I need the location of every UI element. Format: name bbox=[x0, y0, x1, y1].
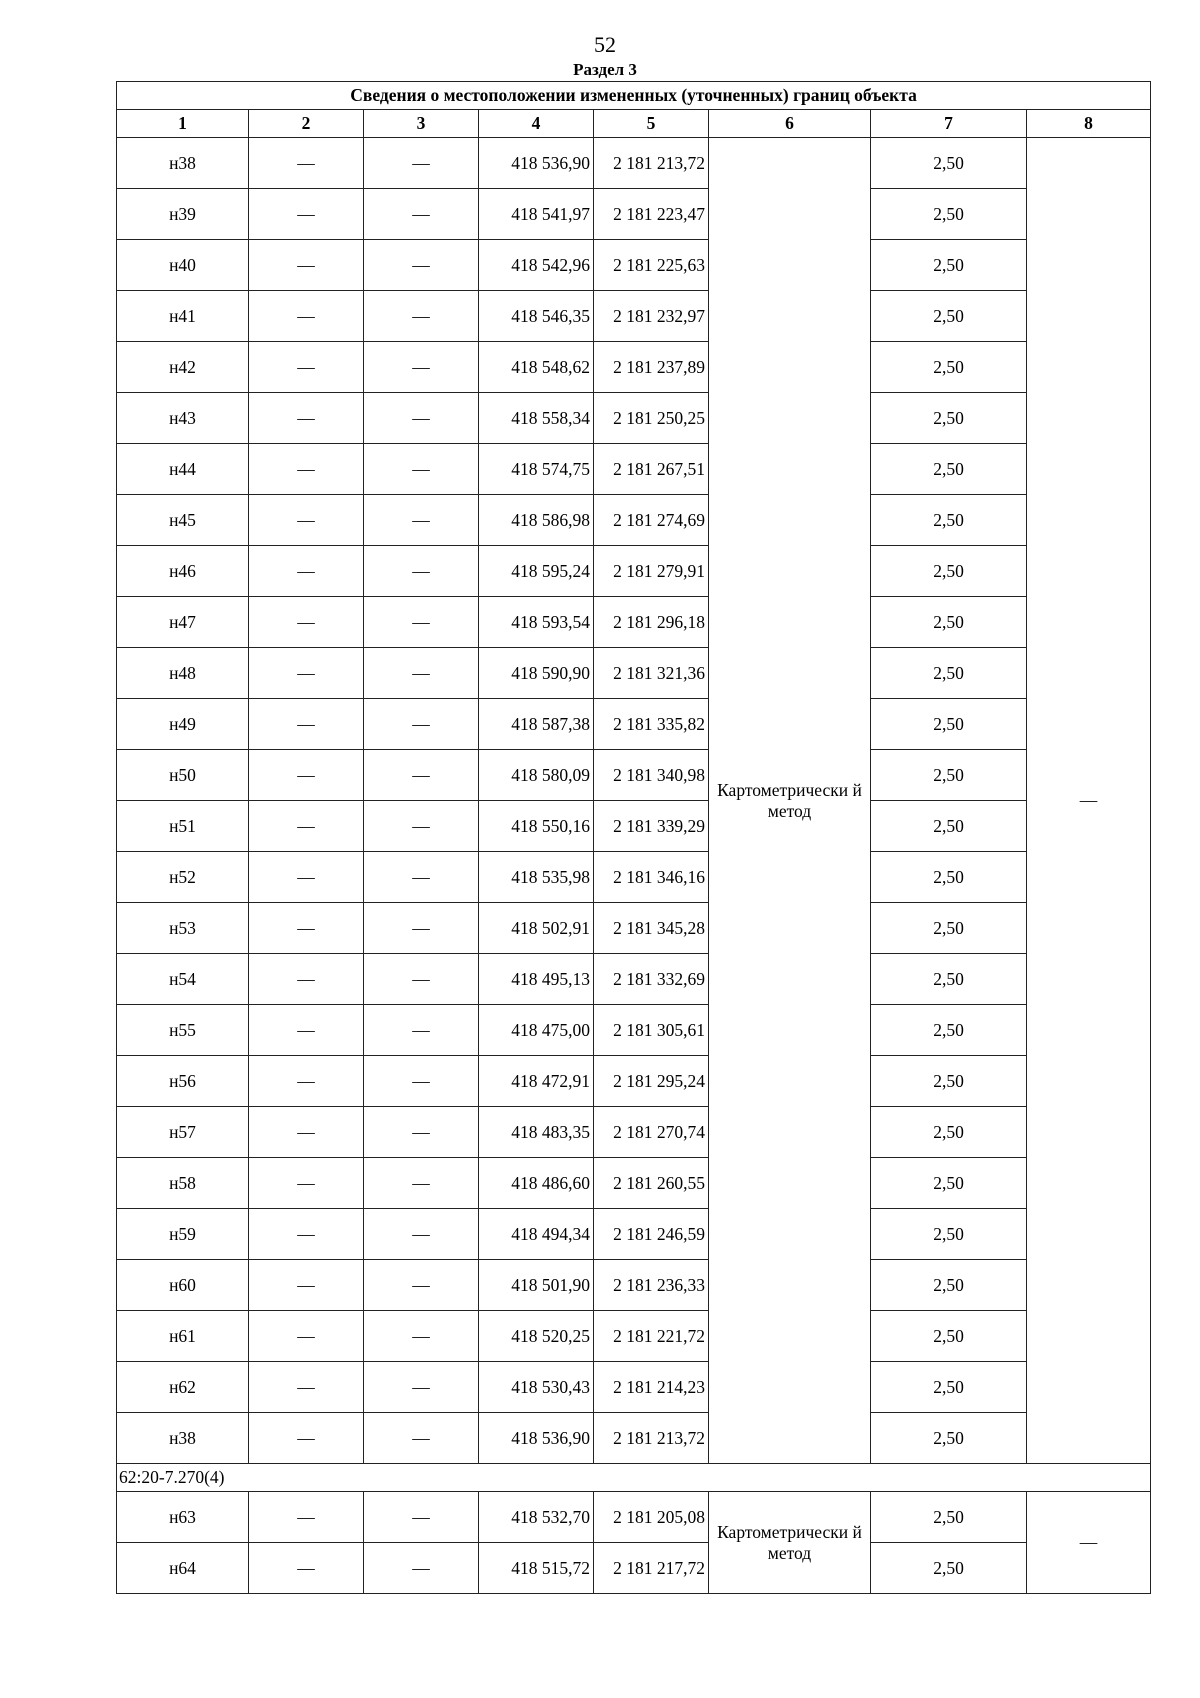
old-y-cell: — bbox=[364, 1005, 479, 1056]
x-coordinate-cell: 418 494,34 bbox=[479, 1209, 594, 1260]
old-y-cell: — bbox=[364, 291, 479, 342]
y-coordinate-cell: 2 181 214,23 bbox=[594, 1362, 709, 1413]
old-x-cell: — bbox=[249, 648, 364, 699]
x-coordinate-cell: 418 574,75 bbox=[479, 444, 594, 495]
old-y-cell: — bbox=[364, 1543, 479, 1594]
column-number: 4 bbox=[479, 110, 594, 138]
old-x-cell: — bbox=[249, 1311, 364, 1362]
x-coordinate-cell: 418 548,62 bbox=[479, 342, 594, 393]
x-coordinate-cell: 418 550,16 bbox=[479, 801, 594, 852]
point-id-cell: н47 bbox=[117, 597, 249, 648]
table-row bbox=[117, 1107, 1151, 1158]
x-coordinate-cell: 418 502,91 bbox=[479, 903, 594, 954]
x-coordinate-cell: 418 593,54 bbox=[479, 597, 594, 648]
accuracy-cell: 2,50 bbox=[871, 648, 1027, 699]
x-coordinate-cell: 418 546,35 bbox=[479, 291, 594, 342]
table-row bbox=[117, 1543, 1151, 1594]
old-y-cell: — bbox=[364, 393, 479, 444]
column-number: 3 bbox=[364, 110, 479, 138]
note-cell: — bbox=[1027, 1492, 1151, 1594]
point-id-cell: н62 bbox=[117, 1362, 249, 1413]
parcel-label: 62:20-7.270(4) bbox=[117, 1464, 1151, 1492]
old-x-cell: — bbox=[249, 1158, 364, 1209]
table-row bbox=[117, 1260, 1151, 1311]
accuracy-cell: 2,50 bbox=[871, 546, 1027, 597]
accuracy-cell: 2,50 bbox=[871, 699, 1027, 750]
x-coordinate-cell: 418 586,98 bbox=[479, 495, 594, 546]
column-number: 6 bbox=[709, 110, 871, 138]
accuracy-cell: 2,50 bbox=[871, 393, 1027, 444]
accuracy-cell: 2,50 bbox=[871, 1543, 1027, 1594]
old-y-cell: — bbox=[364, 1158, 479, 1209]
x-coordinate-cell: 418 536,90 bbox=[479, 138, 594, 189]
y-coordinate-cell: 2 181 250,25 bbox=[594, 393, 709, 444]
x-coordinate-cell: 418 472,91 bbox=[479, 1056, 594, 1107]
old-y-cell: — bbox=[364, 240, 479, 291]
table-row bbox=[117, 1005, 1151, 1056]
accuracy-cell: 2,50 bbox=[871, 1158, 1027, 1209]
x-coordinate-cell: 418 495,13 bbox=[479, 954, 594, 1005]
y-coordinate-cell: 2 181 260,55 bbox=[594, 1158, 709, 1209]
old-y-cell: — bbox=[364, 138, 479, 189]
point-id-cell: н54 bbox=[117, 954, 249, 1005]
page-number: 52 bbox=[594, 32, 616, 57]
accuracy-cell: 2,50 bbox=[871, 1107, 1027, 1158]
old-y-cell: — bbox=[364, 903, 479, 954]
accuracy-cell: 2,50 bbox=[871, 291, 1027, 342]
old-y-cell: — bbox=[364, 1107, 479, 1158]
column-number: 5 bbox=[594, 110, 709, 138]
point-id-cell: н45 bbox=[117, 495, 249, 546]
x-coordinate-cell: 418 595,24 bbox=[479, 546, 594, 597]
table-row bbox=[117, 1413, 1151, 1464]
x-coordinate-cell: 418 535,98 bbox=[479, 852, 594, 903]
old-x-cell: — bbox=[249, 597, 364, 648]
x-coordinate-cell: 418 558,34 bbox=[479, 393, 594, 444]
table-row bbox=[117, 648, 1151, 699]
table-row bbox=[117, 546, 1151, 597]
table-row bbox=[117, 1362, 1151, 1413]
old-x-cell: — bbox=[249, 801, 364, 852]
table-row bbox=[117, 1056, 1151, 1107]
point-id-cell: н60 bbox=[117, 1260, 249, 1311]
accuracy-cell: 2,50 bbox=[871, 1209, 1027, 1260]
accuracy-cell: 2,50 bbox=[871, 138, 1027, 189]
y-coordinate-cell: 2 181 279,91 bbox=[594, 546, 709, 597]
old-y-cell: — bbox=[364, 1413, 479, 1464]
old-x-cell: — bbox=[249, 189, 364, 240]
y-coordinate-cell: 2 181 340,98 bbox=[594, 750, 709, 801]
old-y-cell: — bbox=[364, 342, 479, 393]
table-row bbox=[117, 189, 1151, 240]
column-number: 7 bbox=[871, 110, 1027, 138]
x-coordinate-cell: 418 587,38 bbox=[479, 699, 594, 750]
point-id-cell: н53 bbox=[117, 903, 249, 954]
old-x-cell: — bbox=[249, 1107, 364, 1158]
accuracy-cell: 2,50 bbox=[871, 903, 1027, 954]
point-id-cell: н41 bbox=[117, 291, 249, 342]
y-coordinate-cell: 2 181 335,82 bbox=[594, 699, 709, 750]
x-coordinate-cell: 418 542,96 bbox=[479, 240, 594, 291]
old-x-cell: — bbox=[249, 1005, 364, 1056]
accuracy-cell: 2,50 bbox=[871, 1260, 1027, 1311]
old-x-cell: — bbox=[249, 852, 364, 903]
table-row bbox=[117, 1492, 1151, 1543]
x-coordinate-cell: 418 541,97 bbox=[479, 189, 594, 240]
x-coordinate-cell: 418 486,60 bbox=[479, 1158, 594, 1209]
accuracy-cell: 2,50 bbox=[871, 852, 1027, 903]
point-id-cell: н58 bbox=[117, 1158, 249, 1209]
y-coordinate-cell: 2 181 321,36 bbox=[594, 648, 709, 699]
point-id-cell: н38 bbox=[117, 1413, 249, 1464]
x-coordinate-cell: 418 475,00 bbox=[479, 1005, 594, 1056]
y-coordinate-cell: 2 181 221,72 bbox=[594, 1311, 709, 1362]
x-coordinate-cell: 418 580,09 bbox=[479, 750, 594, 801]
table-row bbox=[117, 597, 1151, 648]
point-id-cell: н38 bbox=[117, 138, 249, 189]
point-id-cell: н55 bbox=[117, 1005, 249, 1056]
point-id-cell: н48 bbox=[117, 648, 249, 699]
table-row bbox=[117, 393, 1151, 444]
old-y-cell: — bbox=[364, 1260, 479, 1311]
table-row bbox=[117, 852, 1151, 903]
accuracy-cell: 2,50 bbox=[871, 954, 1027, 1005]
note-cell: — bbox=[1027, 138, 1151, 1464]
old-x-cell: — bbox=[249, 342, 364, 393]
point-id-cell: н59 bbox=[117, 1209, 249, 1260]
old-y-cell: — bbox=[364, 1311, 479, 1362]
column-number: 1 bbox=[117, 110, 249, 138]
old-y-cell: — bbox=[364, 597, 479, 648]
y-coordinate-cell: 2 181 223,47 bbox=[594, 189, 709, 240]
accuracy-cell: 2,50 bbox=[871, 801, 1027, 852]
point-id-cell: н52 bbox=[117, 852, 249, 903]
old-x-cell: — bbox=[249, 1413, 364, 1464]
y-coordinate-cell: 2 181 225,63 bbox=[594, 240, 709, 291]
point-id-cell: н57 bbox=[117, 1107, 249, 1158]
accuracy-cell: 2,50 bbox=[871, 342, 1027, 393]
old-y-cell: — bbox=[364, 546, 479, 597]
old-x-cell: — bbox=[249, 240, 364, 291]
old-y-cell: — bbox=[364, 750, 479, 801]
table-row bbox=[117, 954, 1151, 1005]
accuracy-cell: 2,50 bbox=[871, 750, 1027, 801]
table-row bbox=[117, 291, 1151, 342]
old-y-cell: — bbox=[364, 444, 479, 495]
point-id-cell: н46 bbox=[117, 546, 249, 597]
table-caption: Сведения о местоположении измененных (уточненных) границ объекта bbox=[117, 82, 1151, 110]
y-coordinate-cell: 2 181 205,08 bbox=[594, 1492, 709, 1543]
old-x-cell: — bbox=[249, 291, 364, 342]
table-body bbox=[117, 138, 1151, 1594]
old-x-cell: — bbox=[249, 699, 364, 750]
point-id-cell: н64 bbox=[117, 1543, 249, 1594]
x-coordinate-cell: 418 532,70 bbox=[479, 1492, 594, 1543]
x-coordinate-cell: 418 520,25 bbox=[479, 1311, 594, 1362]
y-coordinate-cell: 2 181 339,29 bbox=[594, 801, 709, 852]
old-x-cell: — bbox=[249, 1056, 364, 1107]
accuracy-cell: 2,50 bbox=[871, 597, 1027, 648]
point-id-cell: н49 bbox=[117, 699, 249, 750]
table-row bbox=[117, 240, 1151, 291]
table-row bbox=[117, 903, 1151, 954]
parcel-group-row bbox=[117, 1464, 1151, 1492]
old-y-cell: — bbox=[364, 1492, 479, 1543]
old-x-cell: — bbox=[249, 750, 364, 801]
point-id-cell: н39 bbox=[117, 189, 249, 240]
method-cell: Картометрически й метод bbox=[709, 138, 871, 1464]
point-id-cell: н42 bbox=[117, 342, 249, 393]
y-coordinate-cell: 2 181 237,89 bbox=[594, 342, 709, 393]
x-coordinate-cell: 418 590,90 bbox=[479, 648, 594, 699]
point-id-cell: н43 bbox=[117, 393, 249, 444]
old-x-cell: — bbox=[249, 1362, 364, 1413]
old-x-cell: — bbox=[249, 903, 364, 954]
y-coordinate-cell: 2 181 267,51 bbox=[594, 444, 709, 495]
y-coordinate-cell: 2 181 345,28 bbox=[594, 903, 709, 954]
old-x-cell: — bbox=[249, 954, 364, 1005]
section-title: Раздел 3 bbox=[573, 60, 637, 79]
x-coordinate-cell: 418 530,43 bbox=[479, 1362, 594, 1413]
old-y-cell: — bbox=[364, 801, 479, 852]
y-coordinate-cell: 2 181 305,61 bbox=[594, 1005, 709, 1056]
table-row bbox=[117, 699, 1151, 750]
y-coordinate-cell: 2 181 246,59 bbox=[594, 1209, 709, 1260]
old-x-cell: — bbox=[249, 138, 364, 189]
old-x-cell: — bbox=[249, 1492, 364, 1543]
table-row bbox=[117, 138, 1151, 189]
old-y-cell: — bbox=[364, 495, 479, 546]
point-id-cell: н56 bbox=[117, 1056, 249, 1107]
old-y-cell: — bbox=[364, 189, 479, 240]
point-id-cell: н44 bbox=[117, 444, 249, 495]
table-row bbox=[117, 342, 1151, 393]
accuracy-cell: 2,50 bbox=[871, 240, 1027, 291]
y-coordinate-cell: 2 181 296,18 bbox=[594, 597, 709, 648]
old-x-cell: — bbox=[249, 393, 364, 444]
table-row bbox=[117, 444, 1151, 495]
old-x-cell: — bbox=[249, 495, 364, 546]
column-number: 8 bbox=[1027, 110, 1151, 138]
accuracy-cell: 2,50 bbox=[871, 444, 1027, 495]
y-coordinate-cell: 2 181 232,97 bbox=[594, 291, 709, 342]
boundary-coordinates-table bbox=[116, 81, 1151, 1594]
accuracy-cell: 2,50 bbox=[871, 189, 1027, 240]
table-row bbox=[117, 1209, 1151, 1260]
x-coordinate-cell: 418 483,35 bbox=[479, 1107, 594, 1158]
old-x-cell: — bbox=[249, 1209, 364, 1260]
table-row bbox=[117, 801, 1151, 852]
y-coordinate-cell: 2 181 270,74 bbox=[594, 1107, 709, 1158]
accuracy-cell: 2,50 bbox=[871, 1492, 1027, 1543]
x-coordinate-cell: 418 515,72 bbox=[479, 1543, 594, 1594]
old-x-cell: — bbox=[249, 444, 364, 495]
accuracy-cell: 2,50 bbox=[871, 495, 1027, 546]
y-coordinate-cell: 2 181 274,69 bbox=[594, 495, 709, 546]
y-coordinate-cell: 2 181 236,33 bbox=[594, 1260, 709, 1311]
accuracy-cell: 2,50 bbox=[871, 1005, 1027, 1056]
table-row bbox=[117, 1158, 1151, 1209]
y-coordinate-cell: 2 181 213,72 bbox=[594, 1413, 709, 1464]
table-row bbox=[117, 495, 1151, 546]
old-y-cell: — bbox=[364, 1209, 479, 1260]
method-cell: Картометрически й метод bbox=[709, 1492, 871, 1594]
accuracy-cell: 2,50 bbox=[871, 1362, 1027, 1413]
y-coordinate-cell: 2 181 295,24 bbox=[594, 1056, 709, 1107]
accuracy-cell: 2,50 bbox=[871, 1311, 1027, 1362]
accuracy-cell: 2,50 bbox=[871, 1056, 1027, 1107]
old-y-cell: — bbox=[364, 954, 479, 1005]
old-y-cell: — bbox=[364, 1056, 479, 1107]
point-id-cell: н63 bbox=[117, 1492, 249, 1543]
point-id-cell: н51 bbox=[117, 801, 249, 852]
old-y-cell: — bbox=[364, 852, 479, 903]
old-y-cell: — bbox=[364, 1362, 479, 1413]
old-x-cell: — bbox=[249, 546, 364, 597]
point-id-cell: н40 bbox=[117, 240, 249, 291]
y-coordinate-cell: 2 181 213,72 bbox=[594, 138, 709, 189]
point-id-cell: н50 bbox=[117, 750, 249, 801]
y-coordinate-cell: 2 181 217,72 bbox=[594, 1543, 709, 1594]
point-id-cell: н61 bbox=[117, 1311, 249, 1362]
y-coordinate-cell: 2 181 332,69 bbox=[594, 954, 709, 1005]
old-y-cell: — bbox=[364, 648, 479, 699]
old-x-cell: — bbox=[249, 1260, 364, 1311]
y-coordinate-cell: 2 181 346,16 bbox=[594, 852, 709, 903]
old-x-cell: — bbox=[249, 1543, 364, 1594]
x-coordinate-cell: 418 501,90 bbox=[479, 1260, 594, 1311]
table-row bbox=[117, 750, 1151, 801]
column-number: 2 bbox=[249, 110, 364, 138]
old-y-cell: — bbox=[364, 699, 479, 750]
x-coordinate-cell: 418 536,90 bbox=[479, 1413, 594, 1464]
accuracy-cell: 2,50 bbox=[871, 1413, 1027, 1464]
table-row bbox=[117, 1311, 1151, 1362]
